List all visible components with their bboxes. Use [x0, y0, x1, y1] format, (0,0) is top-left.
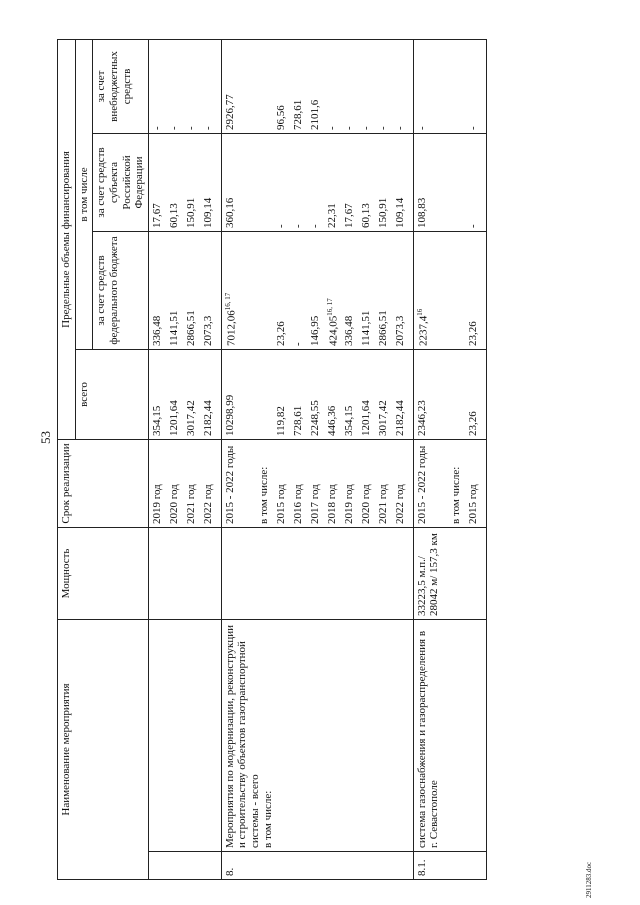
value-cell: 336,48 — [150, 315, 163, 346]
row-number: 8.1. — [413, 852, 486, 880]
spacer — [450, 43, 467, 130]
table-row — [413, 39, 486, 879]
value-cell: 60,13 — [359, 203, 372, 228]
footer-filename: 2911283.doc — [585, 861, 593, 898]
value-cell — [416, 235, 450, 346]
value-cell: 2866,51 — [184, 310, 197, 346]
value-cell: 60,13 — [167, 203, 180, 228]
value-cell: 150,91 — [376, 197, 389, 228]
value-cell: 10298,99 — [223, 394, 236, 436]
value-cell: 354,15 — [150, 405, 163, 436]
value-text: 424,05 — [327, 315, 340, 346]
rotated-document — [57, 40, 617, 880]
value-cell: - — [393, 126, 406, 130]
spacer — [450, 235, 467, 346]
col-header-extrabudget: за счет внебюджетных средств — [93, 39, 149, 133]
value-cell: 3017,42 — [184, 400, 197, 436]
extra-list — [221, 39, 413, 133]
period-cell: 2019 год — [150, 484, 163, 524]
period-cell: 2019 год — [342, 484, 355, 524]
spacer — [258, 235, 275, 346]
spacer — [450, 137, 467, 228]
col-header-regional: за счет средств субъекта Российской Федерации — [93, 134, 149, 232]
value-cell: 3017,42 — [376, 400, 389, 436]
value-cell: - — [308, 224, 321, 228]
value-cell: 2248,55 — [308, 400, 321, 436]
value-cell: - — [150, 126, 163, 130]
footnote-sup: 16, 17 — [223, 292, 232, 311]
item-name: Мероприятия по модернизации, реконструкции и строительству объектов газотранспортной системы - всего — [223, 624, 262, 848]
regional-list — [148, 134, 221, 232]
value-cell: 354,15 — [342, 405, 355, 436]
federal-list — [148, 232, 221, 350]
period-cell: 2022 год — [201, 484, 214, 524]
value-cell: 119,82 — [274, 406, 287, 436]
col-header-including: в том числе — [75, 39, 93, 349]
col-header-limits: Предельные объемы финансирования — [58, 39, 76, 439]
value-text: 2237,4 — [417, 315, 430, 346]
period-cell: 2018 год — [325, 484, 338, 524]
regional-list — [221, 134, 413, 232]
table-row — [148, 39, 221, 879]
value-cell: 17,67 — [342, 203, 355, 228]
period-list — [413, 440, 486, 528]
total-list — [148, 350, 221, 440]
value-cell: - — [325, 126, 338, 130]
col-header-capacity: Мощность — [58, 528, 149, 620]
footnote-sup: 16 — [415, 308, 424, 316]
period-cell: 2020 год — [167, 484, 180, 524]
period-cell: 2020 год — [359, 484, 372, 524]
value-cell: 17,67 — [150, 203, 163, 228]
period-cell: 2017 год — [308, 484, 321, 524]
value-cell: 23,26 — [274, 321, 287, 346]
value-cell: 2926,77 — [223, 94, 236, 130]
value-cell: - — [359, 126, 372, 130]
value-cell: 2101,6 — [308, 99, 321, 130]
value-cell — [224, 235, 258, 346]
row-number: 8. — [221, 852, 413, 880]
value-cell: - — [291, 342, 304, 346]
value-cell: 360,16 — [223, 197, 236, 228]
value-cell: 2346,23 — [415, 400, 428, 436]
row-capacity: 33223,5 м.п./ 28042 м/ 157,3 км — [413, 528, 486, 620]
value-cell: - — [466, 224, 479, 228]
sub-label: в том числе: — [449, 466, 462, 524]
value-cell: - — [376, 126, 389, 130]
value-cell: 728,61 — [291, 405, 304, 436]
row-capacity-empty — [148, 528, 221, 620]
row-name-empty — [148, 620, 221, 852]
value-cell: 109,14 — [393, 197, 406, 228]
regional-list — [413, 134, 486, 232]
value-cell: 2073,3 — [201, 315, 214, 346]
value-cell: 2866,51 — [376, 310, 389, 346]
period-cell: 2015 - 2022 годы — [415, 445, 428, 524]
spacer — [258, 353, 275, 436]
period-cell: 2015 год — [274, 484, 287, 524]
value-cell: 2182,44 — [201, 400, 214, 436]
federal-list — [221, 232, 413, 350]
period-cell: 2021 год — [184, 484, 197, 524]
value-cell: 23,26 — [466, 411, 479, 436]
extra-list — [413, 39, 486, 133]
footnote-sup: 16, 17 — [325, 298, 334, 316]
total-list — [413, 350, 486, 440]
value-cell: - — [274, 224, 287, 228]
item-name-sub: в том числе: — [261, 790, 274, 848]
value-cell: 108,83 — [415, 197, 428, 228]
value-cell: 336,48 — [342, 315, 355, 346]
extra-list — [148, 39, 221, 133]
value-cell: - — [184, 126, 197, 130]
period-cell: 2021 год — [376, 484, 389, 524]
period-cell: 2016 год — [291, 484, 304, 524]
federal-list — [413, 232, 486, 350]
value-cell: 146,95 — [308, 315, 321, 346]
value-cell: 1141,51 — [167, 310, 180, 346]
sub-label: в том числе: — [257, 466, 270, 524]
value-cell: 1141,51 — [359, 310, 372, 346]
table-row — [221, 39, 413, 879]
spacer — [450, 353, 467, 436]
value-cell: 2182,44 — [393, 400, 406, 436]
value-cell — [326, 235, 343, 346]
value-cell: - — [167, 126, 180, 130]
col-header-name: Наименование мероприятия — [58, 620, 149, 880]
col-header-period: Срок реализации — [58, 440, 149, 528]
value-cell: 1201,64 — [359, 400, 372, 436]
value-cell: 1201,64 — [167, 400, 180, 436]
spacer — [258, 43, 275, 130]
row-name — [221, 620, 413, 852]
col-header-total: всего — [75, 350, 148, 440]
row-capacity-empty — [221, 528, 413, 620]
period-cell: 2022 год — [393, 484, 406, 524]
value-cell: - — [342, 126, 355, 130]
period-list — [148, 440, 221, 528]
value-cell: 728,61 — [291, 99, 304, 130]
header-row-1 — [58, 39, 76, 879]
period-list — [221, 440, 413, 528]
value-cell: 109,14 — [201, 197, 214, 228]
value-cell: 150,91 — [184, 197, 197, 228]
spacer — [258, 137, 275, 228]
value-cell: 22,31 — [325, 203, 338, 228]
value-cell: - — [201, 126, 214, 130]
col-header-federal: за счет средств федерального бюджета — [93, 232, 149, 350]
value-cell: - — [415, 126, 428, 130]
value-cell: 23,26 — [466, 321, 479, 346]
value-cell: - — [466, 126, 479, 130]
period-cell: 2015 - 2022 годы — [223, 445, 236, 524]
value-cell: 2073,3 — [393, 315, 406, 346]
period-cell: 2015 год — [466, 484, 479, 524]
row-name: система газоснабжения и газораспределения в г. Севастополе — [413, 620, 486, 852]
page-number: 53 — [38, 431, 53, 444]
total-list — [221, 350, 413, 440]
value-text: 7012,06 — [225, 310, 238, 346]
value-cell: 96,56 — [274, 105, 287, 130]
financing-table — [57, 39, 487, 880]
value-cell: - — [291, 224, 304, 228]
value-cell: 446,36 — [325, 405, 338, 436]
row-num-empty — [148, 852, 221, 880]
